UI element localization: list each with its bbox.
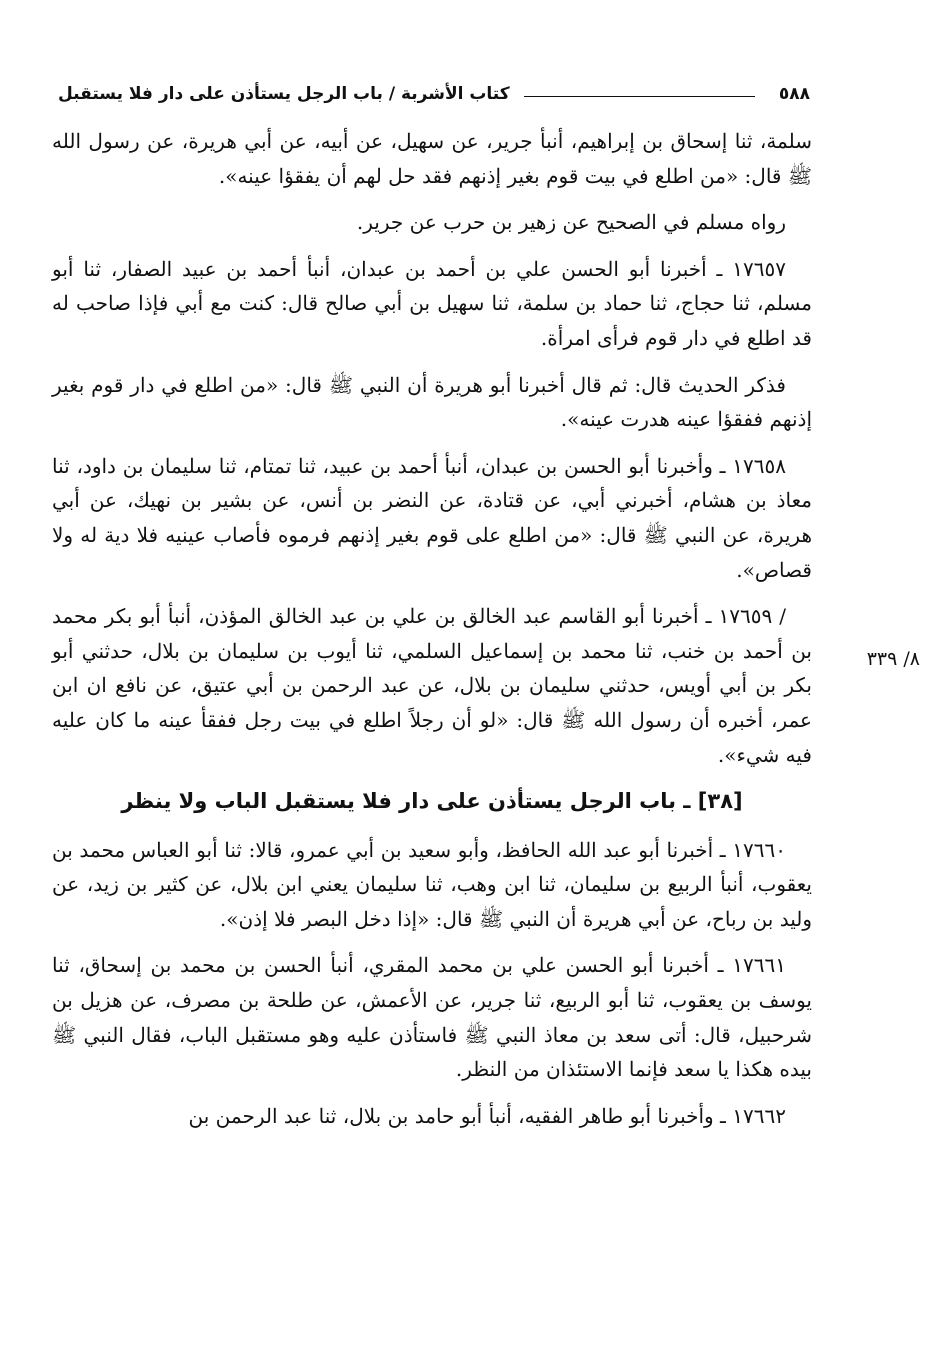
paragraph-continuation: سلمة، ثنا إسحاق بن إبراهيم، أنبأ جرير، عن سهيل، عن أبيه، عن أبي هريرة، عن رسول الله ﷺ قال: «من اطلع في بيت قوم بغير إذنهم فقد حل لهم أن يفقؤا عينه». xyxy=(52,129,812,188)
hadith-17661: ١٧٦٦١ ـ أخبرنا أبو الحسن علي بن محمد المقري، أنبأ الحسن بن محمد بن إسحاق، ثنا يوسف بن يعقوب، ثنا أبو الربيع، ثنا جرير، عن الأعمش، عن طلحة بن مصرف، عن هزيل بن شرحبيل، قال: أتى سعد بن معاذ النبي ﷺ فاستأذن عليه وهو مستقبل الباب، فقال النبي ﷺ بيده هكذا يا سعد فإنما الاستئذان من النظر. xyxy=(52,953,812,1082)
page-number: ٥٨٨ xyxy=(778,84,810,104)
section-heading: [٣٨] ـ باب الرجل يستأذن على دار فلا يستقبل الباب ولا ينظر xyxy=(121,789,743,814)
page-header xyxy=(58,74,810,114)
hadith-17660: ١٧٦٦٠ ـ أخبرنا أبو عبد الله الحافظ، وأبو سعيد بن أبي عمرو، قالا: ثنا أبو العباس محمد بن يعقوب، أنبأ الربيع بن سليمان، ثنا ابن وهب، ثنا سليمان يعني ابن بلال، عن كثير بن زيد، عن وليد بن رباح، عن أبي هريرة أن النبي ﷺ قال: «إذا دخل البصر فلا إذن». xyxy=(52,837,812,931)
header-rule xyxy=(524,96,755,97)
hadith-17662: ١٧٦٦٢ ـ وأخبرنا أبو طاهر الفقيه، أنبأ أبو حامد بن بلال، ثنا عبد الرحمن بن xyxy=(188,1103,786,1128)
paragraph-hadith-text: فذكر الحديث قال: ثم قال أخبرنا أبو هريرة أن النبي ﷺ قال: «من اطلع في دار قوم بغير إذنهم ففقؤا عينه هدرت عينه». xyxy=(52,372,812,432)
hadith-17658: ١٧٦٥٨ ـ وأخبرنا أبو الحسن بن عبدان، أنبأ أحمد بن عبيد، ثنا تمتام، ثنا سليمان بن داود، ثنا معاذ بن هشام، أخبرني أبي، عن قتادة، عن النضر بن أنس، عن بشير بن نهيك، عن أبي هريرة، عن النبي ﷺ قال: «من اطلع على قوم بغير إذنهم فرموه فأصاب عينيه فلا دية له ولا قصاص». xyxy=(52,453,812,582)
running-title: كتاب الأشربة / باب الرجل يستأذن على دار فلا يستقبل xyxy=(58,84,510,104)
hadith-17659: / ١٧٦٥٩ ـ أخبرنا أبو القاسم عبد الخالق بن علي بن عبد الخالق المؤذن، أنبأ أبو بكر محمد بن أحمد بن خنب، ثنا محمد بن إسماعيل السلمي، ثنا أيوب بن سليمان بن بلال، حدثني أبو بكر بن أبي أويس، حدثني سليمان بن بلال، عن عبد الرحمن بن أبي عتيق، عن نافع ان ابن عمر، أخبره أن رسول الله ﷺ قال: «لو أن رجلاً اطلع في بيت رجل ففقأ عينه ما كان عليه فيه شيء». xyxy=(52,604,812,767)
paragraph-narration-note: رواه مسلم في الصحيح عن زهير بن حرب عن جرير. xyxy=(356,210,786,235)
page-body xyxy=(52,124,812,1145)
margin-volume-page-note: ٨/ ٣٣٩ xyxy=(866,648,920,670)
hadith-17657: ١٧٦٥٧ ـ أخبرنا أبو الحسن علي بن أحمد بن عبدان، أنبأ أحمد بن عبيد الصفار، ثنا أبو مسلم، ثنا حجاج، ثنا حماد بن سلمة، ثنا سهيل بن أبي صالح قال: كنت مع أبي فإذا صاحب له قد اطلع في دار قوم فرأى امرأة. xyxy=(52,256,812,350)
